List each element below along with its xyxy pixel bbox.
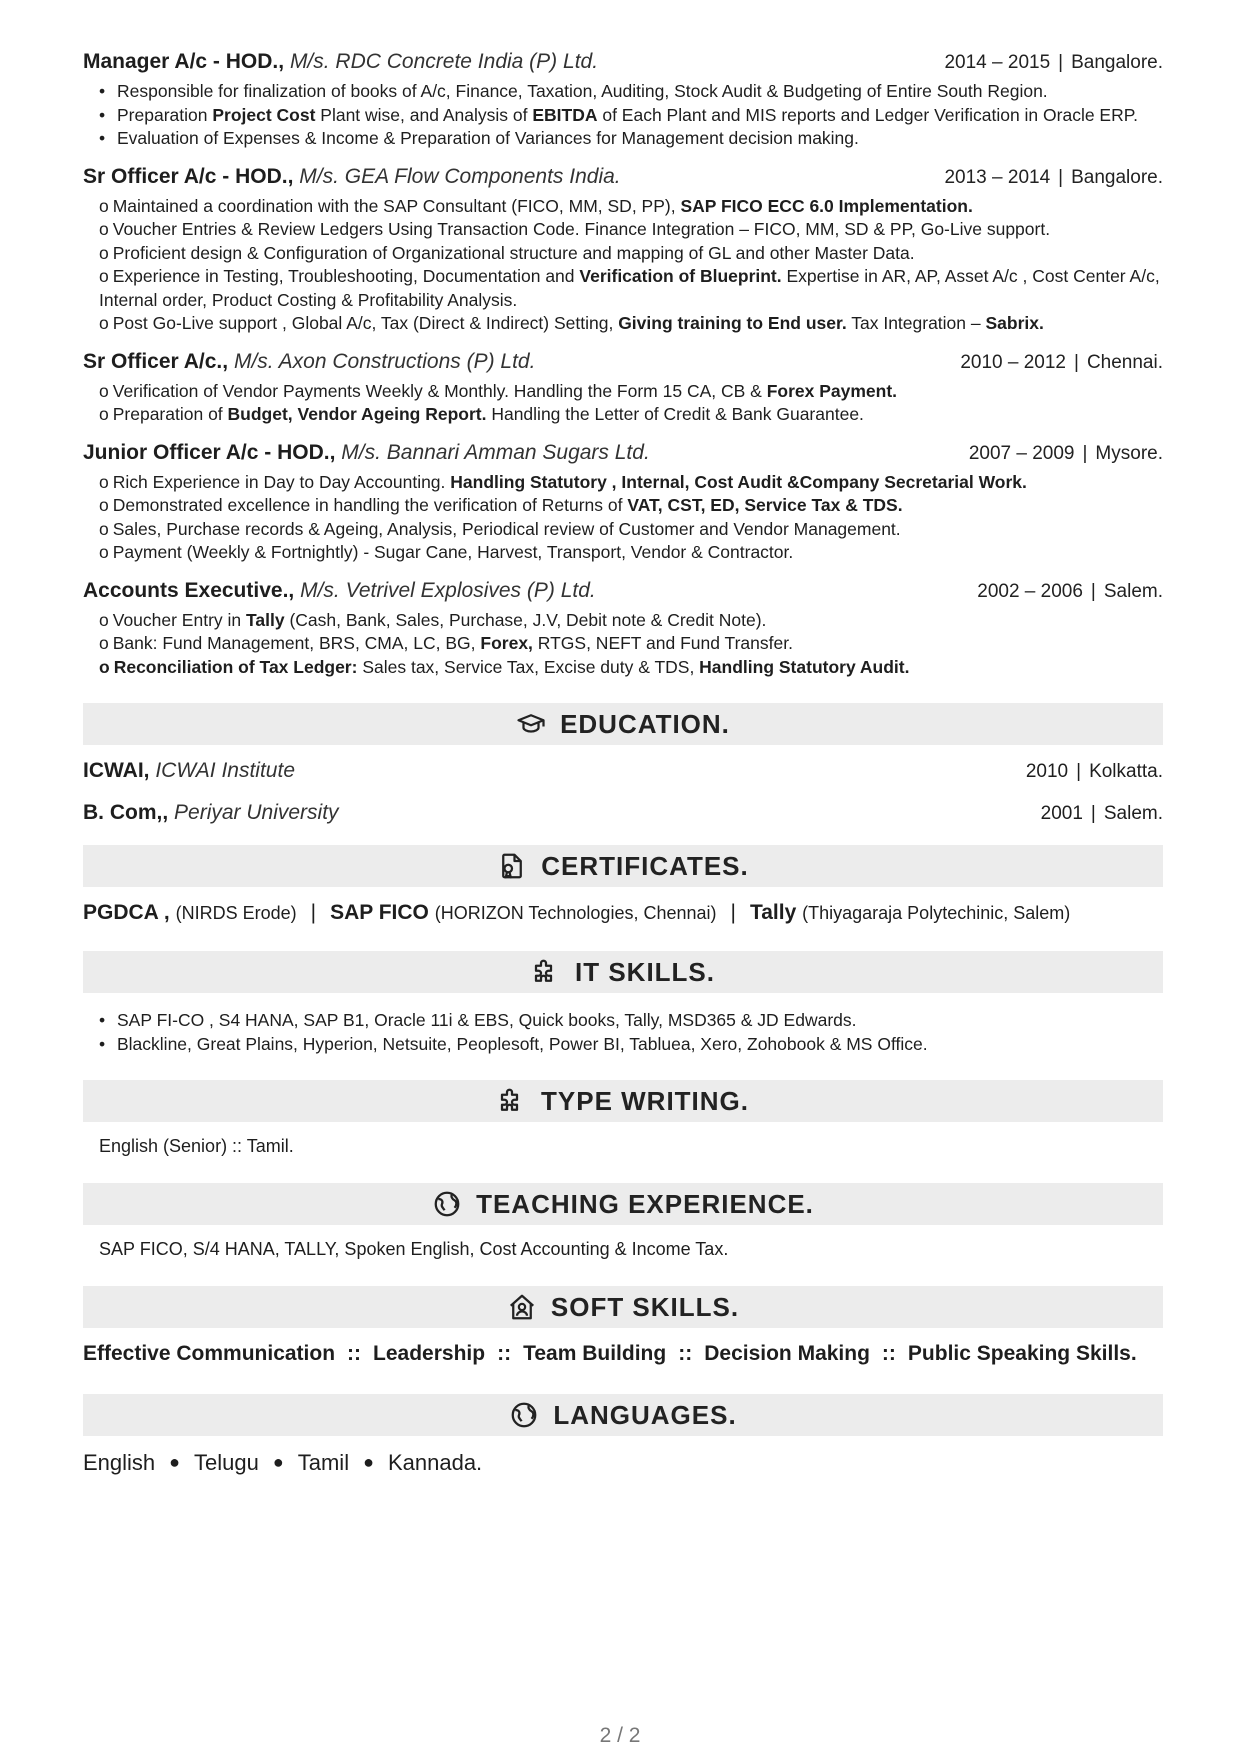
education-list xyxy=(83,759,1163,825)
education-degree: ICWAI, xyxy=(83,759,150,782)
soft-skills-header xyxy=(83,1286,1163,1328)
bold-text: Giving training to End user. xyxy=(618,313,847,333)
job-place: Mysore. xyxy=(1095,442,1163,464)
education-degree: B. Com,, xyxy=(83,801,169,824)
bullet-separator: ● xyxy=(169,1452,181,1472)
language-item: Kannada. xyxy=(387,1450,483,1475)
teaching-text: SAP FICO, S/4 HANA, TALLY, Spoken English, Cost Accounting & Income Tax. xyxy=(99,1239,729,1259)
job-company: M/s. Axon Constructions (P) Ltd. xyxy=(233,349,536,373)
job-place: Bangalore. xyxy=(1071,52,1163,73)
job-header xyxy=(83,165,1163,195)
job-place: Chennai. xyxy=(1086,351,1163,373)
education-place: Kolkatta. xyxy=(1089,761,1163,782)
o-marker: o xyxy=(99,380,109,401)
text-run: Preparation of xyxy=(112,404,228,424)
education-row xyxy=(83,759,1163,783)
text-run: Demonstrated excellence in handling the verification of Returns of xyxy=(112,495,628,515)
job-entry xyxy=(83,441,1163,565)
duty-item xyxy=(83,195,1163,219)
duty-item xyxy=(83,518,1163,542)
o-marker: o xyxy=(99,266,109,286)
job-meta xyxy=(969,443,1163,465)
education-degree-line xyxy=(83,759,295,783)
job-meta xyxy=(944,167,1163,189)
education-institute: Periyar University xyxy=(174,801,339,824)
o-marker: o xyxy=(99,656,110,677)
separator: | xyxy=(1076,761,1082,782)
job-role: Junior Officer A/c - HOD., xyxy=(83,440,336,464)
duty-item xyxy=(83,380,1163,404)
education-year: 2001 xyxy=(1040,803,1083,824)
job-title xyxy=(83,441,650,465)
job-years: 2014 – 2015 xyxy=(944,52,1051,73)
it-skill-item: • Blackline, Great Plains, Hyperion, Netsuite, Peoplesoft, Power BI, Tabluea, Xero, Zohobook & MS Office. xyxy=(95,1033,1163,1057)
job-header xyxy=(83,350,1163,380)
certificate-icon xyxy=(497,851,527,881)
o-marker: o xyxy=(99,195,109,216)
text-run: Post Go-Live support , Global A/c, Tax (Direct & Indirect) Setting, xyxy=(112,313,619,333)
bold-text: Project Cost xyxy=(212,104,316,125)
job-title xyxy=(83,50,598,74)
teaching-title: TEACHING EXPERIENCE. xyxy=(476,1188,814,1219)
job-title xyxy=(83,579,596,603)
duty-item xyxy=(83,471,1163,495)
job-place: Salem. xyxy=(1103,580,1163,602)
language-item: Tamil xyxy=(297,1450,350,1475)
type-writing-header xyxy=(83,1080,1163,1122)
certificate-detail: (HORIZON Technologies, Chennai) xyxy=(434,903,717,923)
type-writing-title: TYPE WRITING. xyxy=(541,1085,749,1116)
job-company: M/s. RDC Concrete India (P) Ltd. xyxy=(289,50,599,73)
o-marker: o xyxy=(99,542,109,562)
job-duties xyxy=(83,195,1163,336)
separator: | xyxy=(1074,351,1079,373)
separator: :: xyxy=(881,1342,896,1365)
job-meta xyxy=(960,352,1163,374)
education-degree-line xyxy=(83,801,339,825)
duty-item xyxy=(83,494,1163,518)
job-entry xyxy=(83,579,1163,680)
duty-item xyxy=(83,656,1163,680)
education-place: Salem. xyxy=(1103,803,1163,824)
separator: | xyxy=(1090,580,1096,602)
language-item: Telugu xyxy=(194,1450,259,1475)
job-role: Manager A/c - HOD., xyxy=(83,50,285,73)
duty-item xyxy=(83,312,1163,336)
job-entry xyxy=(83,50,1163,151)
education-year: 2010 xyxy=(1025,761,1069,782)
certificate-name: SAP FICO xyxy=(330,901,429,924)
job-years: 2002 – 2006 xyxy=(977,580,1083,602)
text-run: Experience in Testing, Troubleshooting, Documentation and xyxy=(112,266,580,286)
text-run: Voucher Entries & Review Ledgers Using Transaction Code. Finance Integration – FICO, MM, SD & PP, Go-Live support. xyxy=(112,219,1051,239)
bullet-separator: ● xyxy=(272,1452,284,1472)
type-writing-text: English (Senior) :: Tamil. xyxy=(99,1136,294,1156)
education-row xyxy=(83,801,1163,825)
soft-skills-title: SOFT SKILLS. xyxy=(550,1291,740,1322)
text-run: Preparation xyxy=(117,104,213,125)
globe-icon xyxy=(509,1400,539,1430)
text-run: Payment (Weekly & Fortnightly) - Sugar Cane, Harvest, Transport, Vendor & Contractor. xyxy=(112,542,794,562)
separator: | xyxy=(730,901,736,924)
text-run: Plant wise, and Analysis of xyxy=(315,104,533,125)
text-run: of Each Plant and MIS reports and Ledger Verification in Oracle ERP. xyxy=(597,104,1139,125)
soft-skill-item: Leadership xyxy=(373,1342,486,1365)
text-run: Verification of Vendor Payments Weekly & Monthly. Handling the Form 15 CA, CB & xyxy=(112,380,767,401)
o-marker: o xyxy=(99,404,109,424)
job-meta xyxy=(944,52,1163,74)
job-header xyxy=(83,50,1163,80)
o-marker: o xyxy=(99,313,109,333)
home-user-icon xyxy=(507,1292,537,1322)
o-marker: o xyxy=(99,242,109,263)
bullet-separator: ● xyxy=(363,1452,374,1472)
certificates-title: CERTIFICATES. xyxy=(541,850,749,881)
duty-item xyxy=(83,541,1163,565)
it-skills-title: IT SKILLS. xyxy=(575,956,715,987)
text-run: Expertise in AR, AP, Asset A/c , Cost Center A/c, Internal order, Product Costing & Profitability Analysis. xyxy=(99,266,1160,310)
text-run: RTGS, NEFT and Fund Transfer. xyxy=(532,633,793,653)
job-duties xyxy=(83,609,1163,680)
soft-skills-line xyxy=(83,1340,1163,1368)
o-marker: o xyxy=(99,609,109,630)
text-run: Responsible for finalization of books of A/c, Finance, Taxation, Auditing, Stock Audit & Budgeting of Entire South Region. xyxy=(117,81,1048,101)
duty-item xyxy=(83,403,1163,427)
soft-skill-item: Team Building xyxy=(523,1342,667,1365)
o-marker: o xyxy=(99,495,109,515)
bold-text: Budget, Vendor Ageing Report. xyxy=(227,404,487,424)
separator: :: xyxy=(678,1342,693,1365)
separator: | xyxy=(1058,52,1064,73)
education-meta xyxy=(1041,803,1163,825)
graduation-cap-icon xyxy=(516,709,546,739)
o-marker: o xyxy=(99,219,109,239)
duty-item xyxy=(83,265,1163,312)
certificate-detail: (Thiyagaraja Polytechinic, Salem) xyxy=(802,903,1071,923)
text-run: Sales tax, Service Tax, Excise duty & TDS, xyxy=(357,656,700,677)
duty-item xyxy=(83,632,1163,656)
duty-item xyxy=(95,127,1163,151)
job-entry xyxy=(83,350,1163,427)
certificates-header xyxy=(83,845,1163,887)
bold-text: Verification of Blueprint. xyxy=(579,266,782,286)
separator: | xyxy=(1058,166,1064,188)
job-role: Sr Officer A/c., xyxy=(83,349,229,373)
job-duties xyxy=(83,380,1163,427)
job-duties xyxy=(83,80,1163,151)
job-meta xyxy=(977,581,1163,603)
o-marker: o xyxy=(99,633,109,653)
job-years: 2010 – 2012 xyxy=(960,351,1066,373)
education-header xyxy=(83,703,1163,745)
soft-skill-item: Effective Communication xyxy=(83,1342,336,1365)
duty-item xyxy=(83,242,1163,266)
education-institute: ICWAI Institute xyxy=(155,759,296,782)
education-title: EDUCATION. xyxy=(560,708,730,739)
job-header xyxy=(83,441,1163,471)
text-run: Proficient design & Configuration of Organizational structure and mapping of GL and other Master Data. xyxy=(112,242,915,263)
o-marker: o xyxy=(99,471,109,492)
education-meta xyxy=(1026,761,1163,783)
bold-text: Sabrix. xyxy=(985,313,1044,333)
bold-text: VAT, CST, ED, Service Tax & TDS. xyxy=(627,495,903,515)
experience-list xyxy=(83,50,1163,679)
it-skills-list xyxy=(83,1009,1163,1056)
puzzle-icon xyxy=(497,1086,527,1116)
job-title xyxy=(83,165,621,189)
text-run: Handling the Letter of Credit & Bank Guarantee. xyxy=(486,404,864,424)
text-run: Rich Experience in Day to Day Accounting. xyxy=(112,471,451,492)
resume-content xyxy=(83,50,1163,1476)
bold-text: Forex, xyxy=(480,633,533,653)
text-run: Sales, Purchase records & Ageing, Analysis, Periodical review of Customer and Vendor Management. xyxy=(112,518,901,539)
job-role: Sr Officer A/c - HOD., xyxy=(83,164,294,188)
globe-icon xyxy=(432,1189,462,1219)
it-skill-item: • SAP FI-CO , S4 HANA, SAP B1, Oracle 11i & EBS, Quick books, Tally, MSD365 & JD Edwards. xyxy=(95,1009,1163,1033)
certificate-detail: (NIRDS Erode) xyxy=(175,903,297,923)
job-duties xyxy=(83,471,1163,565)
bold-text: Reconciliation of Tax Ledger: xyxy=(113,656,358,677)
separator: :: xyxy=(497,1342,512,1365)
job-company: M/s. Bannari Amman Sugars Ltd. xyxy=(341,440,650,464)
bold-text: Forex Payment. xyxy=(766,380,898,401)
o-marker: o xyxy=(99,518,109,539)
text-run: Maintained a coordination with the SAP Consultant (FICO, MM, SD, PP), xyxy=(112,195,681,216)
bold-text: EBITDA xyxy=(532,104,598,125)
separator: :: xyxy=(347,1342,362,1365)
bold-text: Handling Statutory Audit. xyxy=(699,656,910,677)
text-run: (Cash, Bank, Sales, Purchase, J.V, Debit note & Credit Note). xyxy=(284,609,767,630)
soft-skill-item: Decision Making xyxy=(704,1342,870,1365)
separator: | xyxy=(1082,442,1088,464)
job-company: M/s. GEA Flow Components India. xyxy=(299,164,621,188)
language-item: English xyxy=(83,1450,156,1475)
duty-item xyxy=(83,218,1163,242)
puzzle-icon xyxy=(531,957,561,987)
teaching-header xyxy=(83,1183,1163,1225)
soft-skill-item: Public Speaking Skills. xyxy=(907,1342,1137,1365)
job-place: Bangalore. xyxy=(1071,166,1163,188)
separator: | xyxy=(310,901,317,924)
job-title xyxy=(83,350,535,374)
duty-item xyxy=(83,609,1163,633)
job-years: 2007 – 2009 xyxy=(968,442,1075,464)
it-skills-header xyxy=(83,951,1163,993)
separator: | xyxy=(1090,803,1096,824)
bold-text: Tally xyxy=(246,609,285,630)
certificate-name: PGDCA , xyxy=(83,901,170,924)
job-role: Accounts Executive., xyxy=(83,578,295,602)
job-years: 2013 – 2014 xyxy=(944,166,1051,188)
certificates-line xyxy=(83,901,1163,925)
duty-item xyxy=(95,80,1163,104)
duty-item xyxy=(95,104,1163,128)
job-entry xyxy=(83,165,1163,336)
bold-text: Handling Statutory , Internal, Cost Audit &Company Secretarial Work. xyxy=(450,471,1027,492)
job-company: M/s. Vetrivel Explosives (P) Ltd. xyxy=(300,578,596,602)
text-run: Evaluation of Expenses & Income & Preparation of Variances for Management decision making. xyxy=(117,128,859,148)
text-run: Voucher Entry in xyxy=(112,609,247,630)
languages-line xyxy=(83,1450,1163,1476)
languages-title: LANGUAGES. xyxy=(553,1399,737,1430)
page-number: 2 / 2 xyxy=(599,1724,641,1747)
text-run: Tax Integration – xyxy=(846,313,986,333)
languages-header xyxy=(83,1394,1163,1436)
certificate-name: Tally xyxy=(749,901,797,924)
bold-text: SAP FICO ECC 6.0 Implementation. xyxy=(680,195,973,216)
text-run: Bank: Fund Management, BRS, CMA, LC, BG, xyxy=(112,633,481,653)
job-header xyxy=(83,579,1163,609)
